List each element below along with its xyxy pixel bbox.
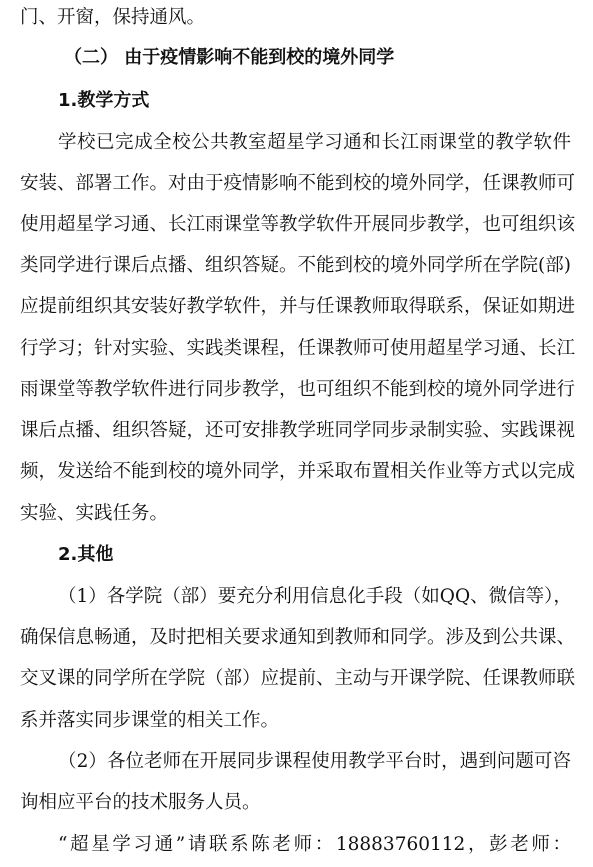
paragraph-line: 交叉课的同学所在学院（部）应提前、主动与开课学院、任课教师联 <box>20 668 576 689</box>
paragraph-line: 行学习；针对实验、实践类课程，任课教师可使用超星学习通、长江 <box>20 338 576 359</box>
text-line: 门、开窗，保持通风。 <box>20 7 206 28</box>
section-heading: （二） 由于疫情影响不能到校的境外同学 <box>64 47 395 68</box>
paragraph-line: （1）各学院（部）要充分利用信息化手段（如QQ、微信等）， <box>58 586 572 607</box>
paragraph-line: 询相应平台的技术服务人员。 <box>20 792 261 813</box>
paragraph-line: （2）各位老师在开展同步课程使用教学平台时，遇到问题可咨 <box>58 751 571 772</box>
paragraph-line: 雨课堂等教学软件进行同步教学，也可组织不能到校的境外同学进行 <box>20 379 576 400</box>
paragraph-line: 使用超星学习通、长江雨课堂等教学软件开展同步教学，也可组织该 <box>20 214 576 235</box>
paragraph-line: 频，发送给不能到校的境外同学，并采取布置相关作业等方式以完成 <box>20 461 576 482</box>
paragraph-line: 应提前组织其安装好教学软件，并与任课教师取得联系，保证如期进 <box>20 296 576 317</box>
paragraph-line: “超星学习通”请联系陈老师：18883760112，彭老师： <box>58 834 571 855</box>
paragraph-line: 确保信息畅通，及时把相关要求通知到教师和同学。涉及到公共课、 <box>20 627 576 648</box>
paragraph-line: 课后点播、组织答疑，还可安排教学班同学同步录制实验、实践课视 <box>20 420 576 441</box>
paragraph-line: 类同学进行课后点播、组织答疑。不能到校的境外同学所在学院(部) <box>20 255 571 276</box>
paragraph-line: 实验、实践任务。 <box>20 503 169 524</box>
subsection-heading: 1.教学方式 <box>58 90 150 111</box>
paragraph-line: 学校已完成全校公共教室超星学习通和长江雨课堂的教学软件 <box>58 132 571 153</box>
subsection-heading: 2.其他 <box>58 544 114 565</box>
paragraph-line: 系并落实同步课堂的相关工作。 <box>20 710 280 731</box>
paragraph-line: 安装、部署工作。对由于疫情影响不能到校的境外同学，任课教师可 <box>20 173 576 194</box>
